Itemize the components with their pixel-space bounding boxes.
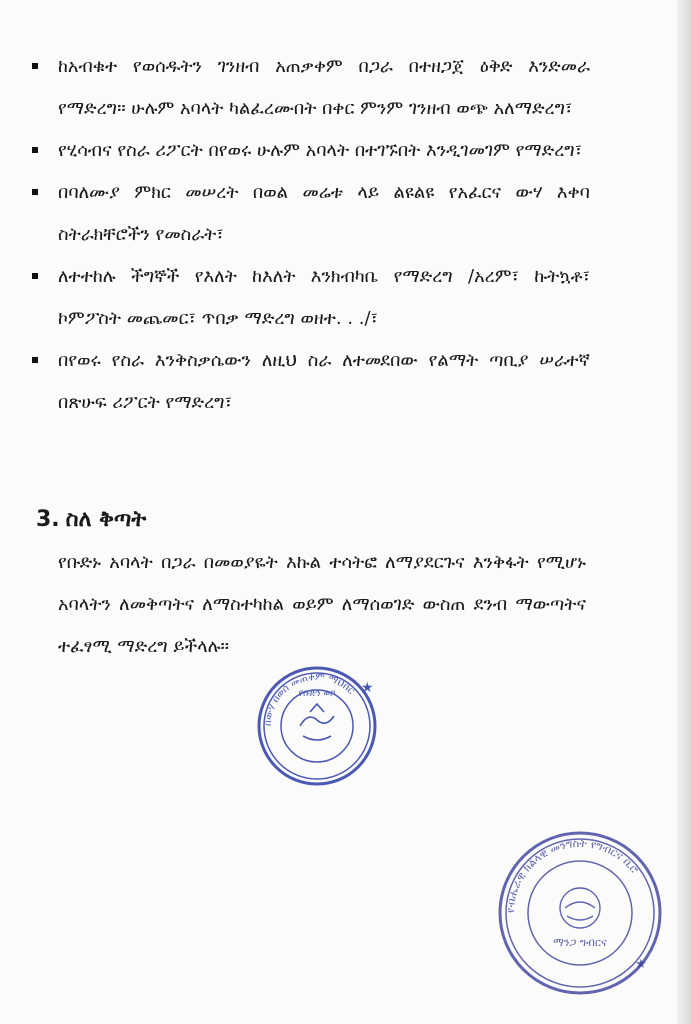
bullet-item [30, 340, 590, 424]
bullet-square-icon [32, 357, 38, 363]
bullet-text: የሂሳብና የስራ ሪፖርት በየወሩ ሁሉም አባላት በተገኙበት እንዲገመገም የማድረግ፣ [58, 140, 583, 161]
svg-text:የቡድን ወቦ: የቡድን ወቦ [298, 689, 336, 699]
bullet-text: ለተተከሉ ችግኞች የእለት ከእለት እንክብካቤ የማድረግ /አረም፣ ኩትኳቶ፣ ኮምፖስት መጨመር፣ ጥበቃ ማድረግ ወዘተ. . ./፣ [58, 266, 590, 329]
page-edge-shadow [677, 0, 691, 1024]
section-heading [36, 507, 146, 532]
bullet-text: በባለሙያ ምክር መሠረት በወል መሬቱ ላይ ልዩልዩ የአፈርና ውሃ እቀባ ስትራክቸሮችን የመስራት፣ [58, 182, 590, 245]
bullet-square-icon [32, 189, 38, 195]
svg-text:በውሃ በወሰ መጠቀም ማህበር: በውሃ በወሰ መጠቀም ማህበር [262, 671, 357, 727]
bullet-square-icon [32, 147, 38, 153]
official-seal-stamp [255, 664, 379, 788]
bullet-list [30, 46, 590, 424]
svg-text:የብሔራዊ ክልላዊ መንግስት የግብርና ቢሮ: የብሔራዊ ክልላዊ መንግስት የግብርና ቢሮ [503, 836, 642, 914]
section-title: ስለ ቅጣት [65, 507, 147, 532]
seal-icon [255, 664, 379, 788]
bullet-item [30, 256, 590, 340]
section-number: 3. [36, 507, 60, 532]
bullet-text: ከአብቁተ የወሰዱትን ገንዘብ አጠቃቀም በጋራ በተዘጋጀ ዕቅድ እንድመራ የማድረግ፡፡ ሁሉም አባላት ካልፈረሙበት በቀር ምንም ገንዘብ ወጭ አለማድረግ፣ [58, 56, 590, 119]
svg-text:★: ★ [361, 680, 374, 696]
bullet-text: በየወሩ የስራ እንቅስቃሴውን ለዚህ ስራ ለተመደበው የልማት ጣቢያ ሠራተኛ በጽሁፍ ሪፖርት የማድረግ፣ [58, 350, 590, 413]
bullet-item [30, 172, 590, 256]
official-seal-stamp [495, 828, 665, 998]
svg-text:ማንጋ ግብርና: ማንጋ ግብርና [553, 936, 607, 949]
bullet-square-icon [32, 63, 38, 69]
section-paragraph: የቡድኑ አባላት በጋራ በመወያዬት እኩል ተሳትፎ ለማያደርጉና እንቅፋት የሚሆኑ አባላትን ለመቅጣትና ለማስተካከል ወይም ለማሰወገድ ውስጠ ደንብ ማውጣትና ተፈፃሚ ማድረግ ይችላሉ፡፡ [58, 552, 586, 657]
bullet-item [30, 130, 590, 172]
bullet-square-icon [32, 273, 38, 279]
seal-icon [495, 828, 665, 998]
bullet-item [30, 46, 590, 130]
svg-text:★: ★ [635, 957, 647, 972]
